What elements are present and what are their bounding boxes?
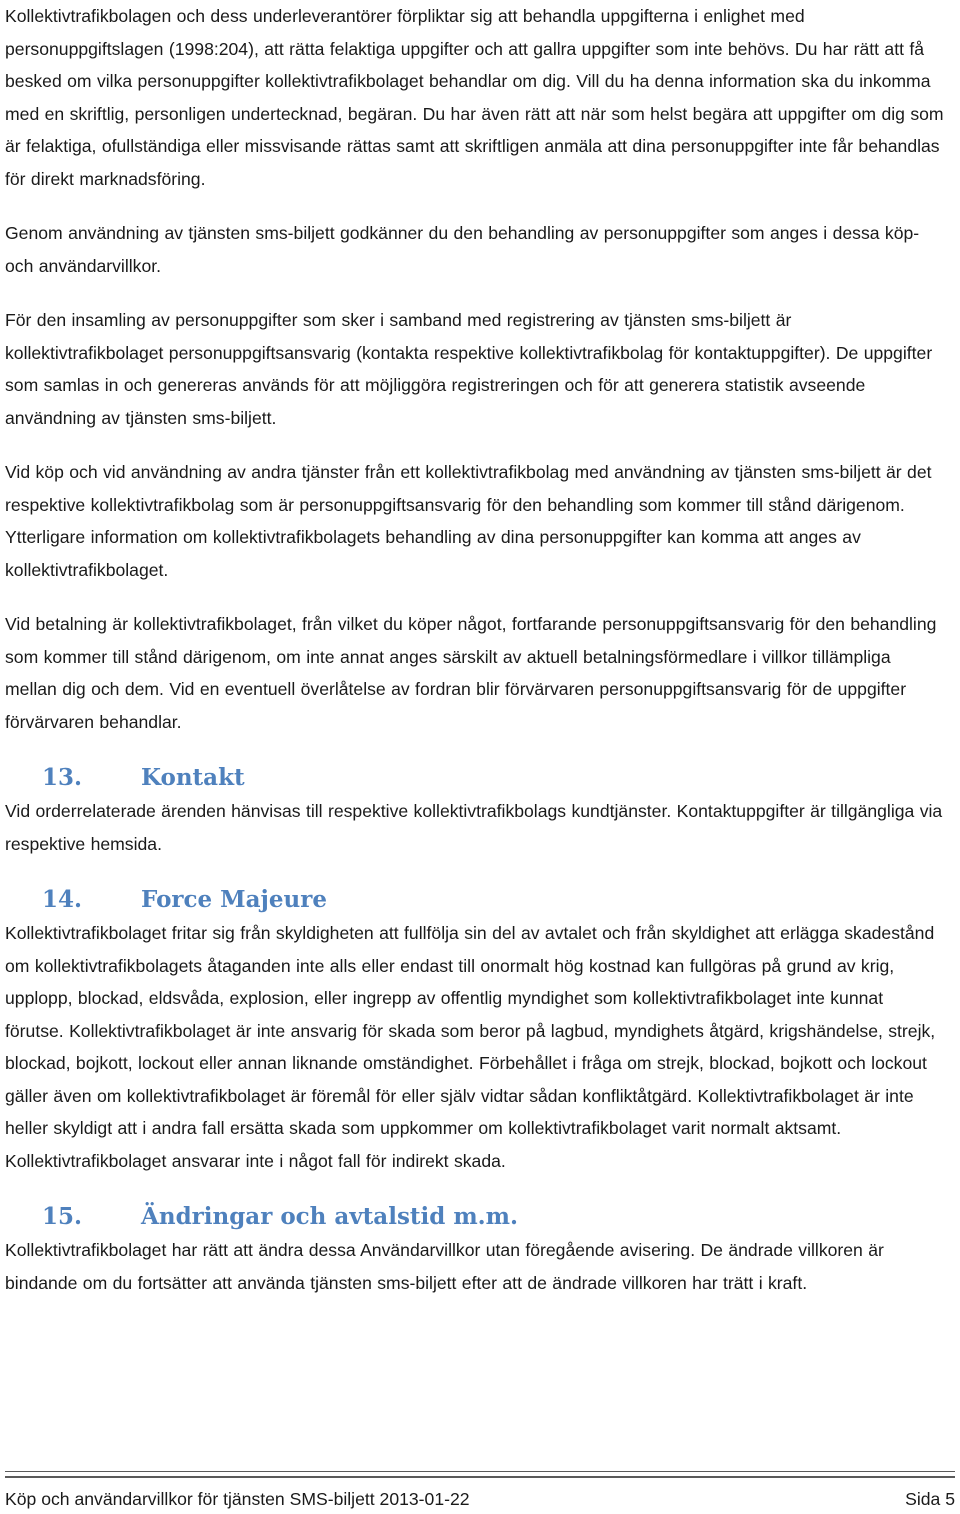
page-footer bbox=[5, 1471, 955, 1514]
section-number: 14. bbox=[42, 886, 83, 913]
section-title: Kontakt bbox=[141, 764, 245, 791]
paragraph-insamling: För den insamling av personuppgifter som sker i samband med registrering av tjänsten sms-biljett är kollektivtrafikbolaget personuppgiftsansvarig (kontakta respektive kollektivtrafikbolag för kontaktuppgifter). De uppgifter som samlas in och genereras används för att möjliggöra registreringen och för att generera statistik avseende användning av tjänsten sms-biljett. bbox=[5, 310, 933, 428]
section-text-force-majeure: Kollektivtrafikbolaget fritar sig från skyldigheten att fullfölja sin del av avtalet och från skyldighet att erlägga skadestånd om kollektivtrafikbolagets åtaganden inte alls eller endast till onormalt hög kostnad kan fullgöras på grund av krig, upplopp, blockad, eldsvåda, explosion, eller ingrepp av offentlig myndighet som kollektivtrafikbolaget inte kunnat förutse. Kollektivtrafikbolaget är inte ansvarig för skada som beror på lagbud, myndighets åtgärd, krigshändelse, strejk, blockad, bojkott, lockout eller annan liknande omständighet. Förbehållet i fråga om strejk, blockad, bojkott och lockout gäller även om kollektivtrafikbolaget är föremål för eller själv vidtar sådan konfliktåtgärd. Kollektivtrafikbolaget är inte heller skyldigt att i andra fall ersätta skada som uppkommer om kollektivtrafikbolaget varit normalt aktsamt. Kollektivtrafikbolaget ansvarar inte i något fall för indirekt skada. bbox=[5, 923, 936, 1171]
document-page bbox=[5, 0, 945, 1299]
footer-page-number: Sida 5 bbox=[905, 1489, 955, 1509]
paragraph-godkannande: Genom användning av tjänsten sms-biljett godkänner du den behandling av personuppgifter som anges i dessa köp- och användarvillkor. bbox=[5, 223, 920, 276]
section-text-kontakt: Vid orderrelaterade ärenden hänvisas till respektive kollektivtrafikbolags kundtjänster. Kontaktuppgifter är tillgängliga via respektive hemsida. bbox=[5, 801, 943, 854]
section-number: 13. bbox=[42, 764, 83, 791]
section-title: Ändringar och avtalstid m.m. bbox=[141, 1203, 519, 1230]
section-heading-kontakt bbox=[5, 761, 945, 795]
footer-document-title: Köp och användarvillkor för tjänsten SMS-biljett 2013-01-22 bbox=[5, 1489, 470, 1509]
section-number: 15. bbox=[42, 1203, 83, 1230]
footer-divider bbox=[5, 1471, 955, 1478]
section-text-andringar: Kollektivtrafikbolaget har rätt att ändra dessa Användarvillkor utan föregående avisering. De ändrade villkoren är bindande om du fortsätter att använda tjänsten sms-biljett efter att de ändrade villkoren har trätt i kraft. bbox=[5, 1240, 884, 1293]
section-heading-force-majeure bbox=[5, 883, 945, 917]
paragraph-andra-tjanster: Vid köp och vid användning av andra tjänster från ett kollektivtrafikbolag med användning av tjänsten sms-biljett är det respektive kollektivtrafikbolag som är personuppgiftsansvarig för den behandling som kommer till stånd därigenom. Ytterligare information om kollektivtrafikbolagets behandling av dina personuppgifter kan komma att anges av kollektivtrafikbolaget. bbox=[5, 462, 932, 580]
section-heading-andringar bbox=[5, 1200, 945, 1234]
paragraph-betalning: Vid betalning är kollektivtrafikbolaget, från vilket du köper något, fortfarande personuppgiftsansvarig för den behandling som kommer till stånd därigenom, om inte annat anges särskilt av aktuell betalningsförmedlare i villkor tillämpliga mellan dig och dem. Vid en eventuell överlåtelse av fordran blir förvärvaren personuppgiftsansvarig för de uppgifter förvärvaren behandlar. bbox=[5, 614, 937, 732]
paragraph-personuppgiftslagen: Kollektivtrafikbolagen och dess underleverantörer förpliktar sig att behandla uppgifterna i enlighet med personuppgiftslagen (1998:204), att rätta felaktiga uppgifter och att gallra uppgifter som inte behövs. Du har rätt att få besked om vilka personuppgifter kollektivtrafikbolaget behandlar om dig. Vill du ha denna information ska du inkomma med en skriftlig, personligen undertecknad, begäran. Du har även rätt att när som helst begära att uppgifter om dig som är felaktiga, ofullständiga eller missvisande rättas samt att skriftligen anmäla att dina personuppgifter inte får behandlas för direkt marknadsföring. bbox=[5, 6, 944, 189]
section-title: Force Majeure bbox=[141, 886, 327, 913]
